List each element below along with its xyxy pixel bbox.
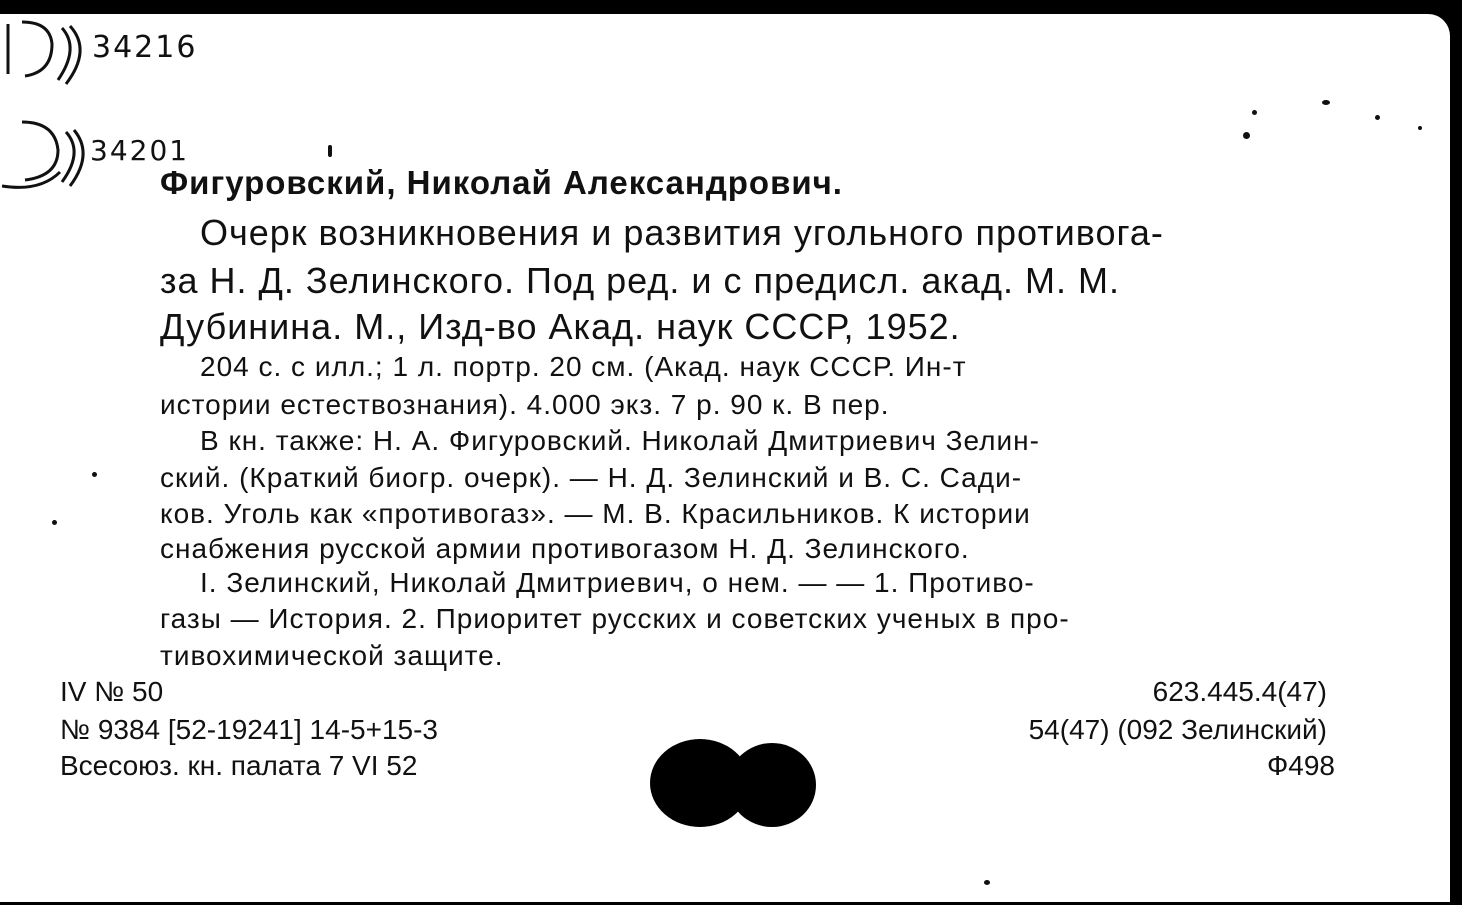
author-mark: Ф498 (1266, 750, 1335, 781)
punch-hole-blot (648, 735, 818, 830)
footer-left-line: № 9384 [52-19241] 14-5+15-3 (60, 714, 438, 745)
speck (92, 472, 97, 477)
speck (984, 880, 990, 885)
classification-code: 54(47) (092 Зелинский) (1028, 714, 1327, 745)
handwritten-bracket-mark (0, 112, 95, 192)
subject-line: газы — История. 2. Приоритет русских и советских ученых в про- (160, 603, 1070, 634)
subject-line: тивохимической защите. (160, 640, 504, 671)
title-line: за Н. Д. Зелинского. Под ред. и с предисл. акад. М. М. (160, 260, 1120, 301)
handwritten-catalog-number: 34201 (90, 134, 190, 167)
contents-line: снабжения русской армии противогазом Н. Д. Зелинского. (160, 533, 970, 564)
contents-line: В кн. также: Н. А. Фигуровский. Николай Дмитриевич Зелин- (200, 425, 1040, 456)
subject-line: I. Зелинский, Николай Дмитриевич, о нем. — — 1. Противо- (200, 567, 1035, 598)
author-heading: Фигуровский, Николай Александрович. (160, 164, 843, 201)
handwritten-bracket-mark (0, 14, 95, 94)
title-line: Очерк возникновения и развития угольного противога- (200, 212, 1164, 253)
footer-left-line: Всесоюз. кн. палата 7 VI 52 (60, 750, 418, 781)
classification-code: 623.445.4(47) (1152, 676, 1327, 707)
contents-line: ский. (Краткий биогр. очерк). — Н. Д. Зелинский и В. С. Сади- (160, 462, 1023, 493)
speck (1243, 132, 1250, 139)
speck (52, 520, 57, 525)
speck (1418, 126, 1422, 130)
title-line: Дубинина. М., Изд-во Акад. наук СССР, 1952. (160, 306, 961, 347)
footer-left-line: IV № 50 (60, 676, 164, 707)
speck (328, 145, 332, 157)
contents-line: ков. Уголь как «противогаз». — М. В. Красильников. К истории (160, 498, 1031, 529)
speck (1375, 115, 1380, 120)
speck (1322, 100, 1330, 105)
speck (1252, 110, 1257, 115)
description-line: 204 с. с илл.; 1 л. портр. 20 см. (Акад. наук СССР. Ин-т (200, 351, 967, 382)
handwritten-catalog-number: 34216 (92, 30, 198, 65)
description-line: истории естествознания). 4.000 экз. 7 р. 90 к. В пер. (160, 389, 890, 420)
